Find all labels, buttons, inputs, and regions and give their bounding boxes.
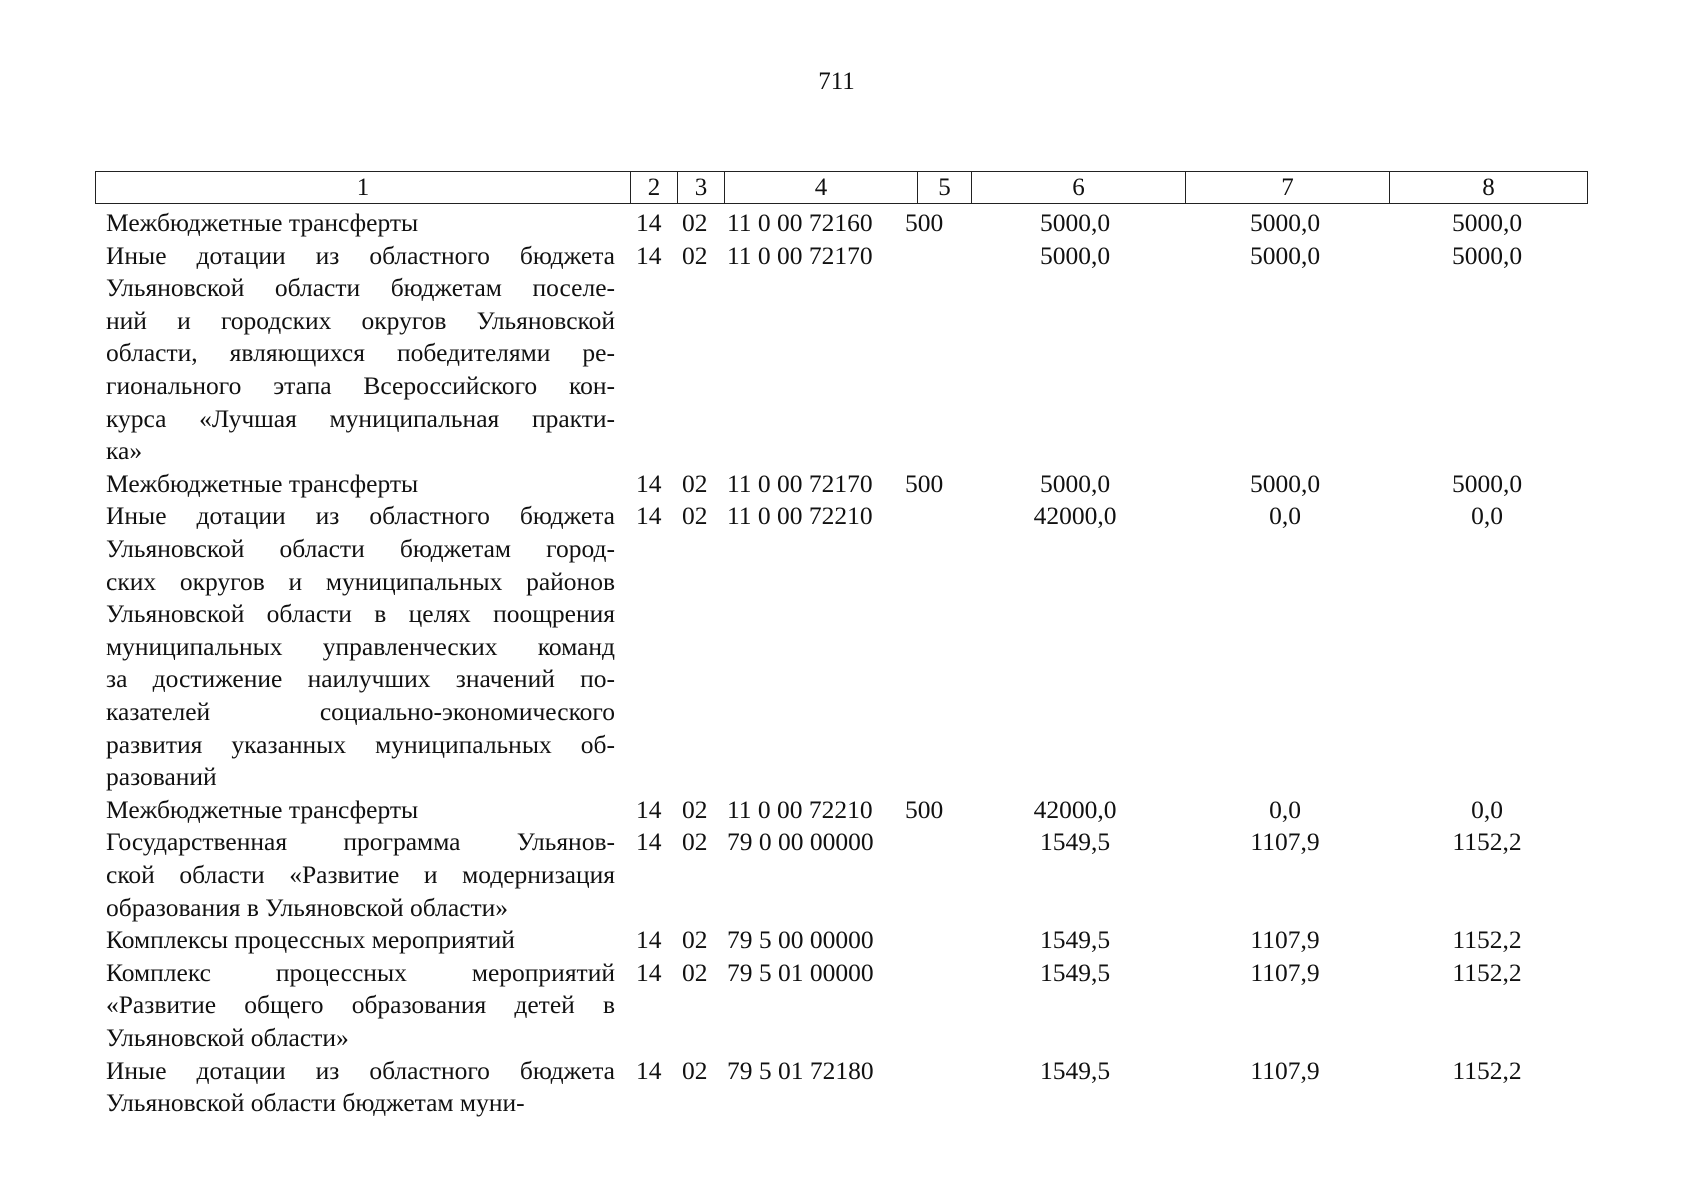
description-line: Ульяновской области бюджетам город- bbox=[106, 533, 615, 563]
target-article-code: 11 0 00 72170 bbox=[727, 468, 873, 498]
amount-col-6: 42000,0 bbox=[1033, 794, 1117, 824]
row-description bbox=[106, 924, 615, 957]
section-code: 14 bbox=[636, 240, 662, 270]
description-line: муниципальных управленческих команд bbox=[106, 631, 615, 661]
page-number: 711 bbox=[818, 68, 855, 95]
description-line: разований bbox=[106, 762, 217, 792]
description-line: Иные дотации из областного бюджета bbox=[106, 1055, 615, 1085]
amount-col-6: 5000,0 bbox=[1039, 208, 1111, 237]
amount-col-7: 5000,0 bbox=[1249, 208, 1321, 237]
description-line: Ульяновской области бюджетам поселе- bbox=[106, 273, 615, 303]
section-code: 14 bbox=[636, 468, 662, 498]
row-description bbox=[106, 468, 615, 501]
header-col-5: 5 bbox=[918, 172, 972, 204]
amount-col-8: 5000,0 bbox=[1451, 468, 1523, 498]
amount-col-8: 1152,2 bbox=[1452, 1055, 1522, 1085]
description-line: Комплекс процессных мероприятий bbox=[106, 957, 615, 987]
amount-col-6: 1549,5 bbox=[1039, 1055, 1111, 1085]
section-code: 14 bbox=[636, 827, 662, 857]
amount-col-8: 0,0 bbox=[1471, 501, 1503, 531]
header-col-4: 4 bbox=[725, 172, 918, 204]
description-line: Межбюджетные трансферты bbox=[106, 794, 419, 824]
header-col-8: 8 bbox=[1390, 172, 1588, 204]
subsection-code: 02 bbox=[682, 925, 708, 955]
section-code: 14 bbox=[636, 501, 662, 531]
description-line: ской области «Развитие и модернизация bbox=[106, 859, 615, 889]
amount-col-6: 5000,0 bbox=[1039, 240, 1111, 270]
description-line: ний и городских округов Ульяновской bbox=[106, 305, 615, 335]
target-article-code: 79 5 00 00000 bbox=[727, 925, 874, 955]
amount-col-8: 1152,2 bbox=[1452, 957, 1522, 987]
target-article-code: 11 0 00 72170 bbox=[727, 240, 873, 270]
header-col-7: 7 bbox=[1186, 172, 1390, 204]
description-line: развития указанных муниципальных об- bbox=[106, 729, 615, 759]
target-article-code: 79 0 00 00000 bbox=[727, 827, 874, 857]
amount-col-7: 5000,0 bbox=[1249, 468, 1321, 498]
subsection-code: 02 bbox=[682, 794, 708, 824]
target-article-code: 11 0 00 72210 bbox=[727, 794, 873, 824]
section-code: 14 bbox=[636, 794, 662, 824]
description-line: Межбюджетные трансферты bbox=[106, 208, 419, 237]
description-line: Ульяновской области в целях поощрения bbox=[106, 599, 615, 629]
row-description bbox=[106, 794, 615, 827]
row-description bbox=[106, 826, 615, 924]
subsection-code: 02 bbox=[682, 468, 708, 498]
description-line: Иные дотации из областного бюджета bbox=[106, 501, 615, 531]
description-line: «Развитие общего образования детей в bbox=[106, 990, 615, 1020]
description-line: Государственная программа Ульянов- bbox=[106, 827, 615, 857]
description-line: образования в Ульяновской области» bbox=[106, 892, 509, 922]
amount-col-6: 42000,0 bbox=[1033, 501, 1117, 531]
amount-col-8: 1152,2 bbox=[1452, 827, 1522, 857]
amount-col-8: 1152,2 bbox=[1452, 925, 1522, 955]
header-col-1: 1 bbox=[96, 172, 631, 204]
row-description bbox=[106, 957, 615, 1055]
amount-col-7: 1107,9 bbox=[1250, 957, 1320, 987]
description-line: казателей социально-экономического bbox=[106, 696, 615, 726]
amount-col-6: 1549,5 bbox=[1039, 827, 1111, 857]
subsection-code: 02 bbox=[682, 501, 708, 531]
column-number-header bbox=[95, 171, 1588, 204]
target-article-code: 79 5 01 72180 bbox=[727, 1055, 874, 1085]
section-code: 14 bbox=[636, 208, 662, 237]
amount-col-7: 1107,9 bbox=[1250, 827, 1320, 857]
header-col-6: 6 bbox=[972, 172, 1186, 204]
subsection-code: 02 bbox=[682, 957, 708, 987]
expense-type-code: 500 bbox=[905, 208, 944, 237]
description-line: Ульяновской области бюджетам муни- bbox=[106, 1088, 525, 1118]
subsection-code: 02 bbox=[682, 1055, 708, 1085]
row-description bbox=[106, 500, 615, 793]
description-line: ских округов и муниципальных районов bbox=[106, 566, 615, 596]
amount-col-6: 1549,5 bbox=[1039, 925, 1111, 955]
target-article-code: 11 0 00 72160 bbox=[727, 208, 873, 237]
subsection-code: 02 bbox=[682, 240, 708, 270]
amount-col-8: 5000,0 bbox=[1451, 240, 1523, 270]
expense-type-code: 500 bbox=[905, 794, 944, 824]
amount-col-7: 1107,9 bbox=[1250, 1055, 1320, 1085]
subsection-code: 02 bbox=[682, 208, 708, 237]
amount-col-6: 5000,0 bbox=[1039, 468, 1111, 498]
amount-col-7: 1107,9 bbox=[1250, 925, 1320, 955]
header-col-3: 3 bbox=[678, 172, 725, 204]
description-line: Иные дотации из областного бюджета bbox=[106, 240, 615, 270]
amount-col-7: 0,0 bbox=[1269, 794, 1301, 824]
row-description bbox=[106, 207, 615, 240]
target-article-code: 79 5 01 00000 bbox=[727, 957, 874, 987]
amount-col-7: 0,0 bbox=[1269, 501, 1301, 531]
header-col-2: 2 bbox=[631, 172, 678, 204]
row-description bbox=[106, 240, 615, 468]
description-line: гионального этапа Всероссийского кон- bbox=[106, 370, 615, 400]
target-article-code: 11 0 00 72210 bbox=[727, 501, 873, 531]
description-line: области, являющихся победителями ре- bbox=[106, 338, 615, 368]
section-code: 14 bbox=[636, 957, 662, 987]
amount-col-8: 0,0 bbox=[1471, 794, 1503, 824]
description-line: Комплексы процессных мероприятий bbox=[106, 925, 515, 955]
amount-col-6: 1549,5 bbox=[1039, 957, 1111, 987]
description-line: курса «Лучшая муниципальная практи- bbox=[106, 403, 615, 433]
subsection-code: 02 bbox=[682, 827, 708, 857]
expense-type-code: 500 bbox=[905, 468, 944, 498]
amount-col-8: 5000,0 bbox=[1451, 208, 1523, 237]
row-description bbox=[106, 1055, 615, 1120]
description-line: Межбюджетные трансферты bbox=[106, 468, 419, 498]
section-code: 14 bbox=[636, 1055, 662, 1085]
description-line: ка» bbox=[106, 436, 143, 466]
section-code: 14 bbox=[636, 925, 662, 955]
description-line: за достижение наилучших значений по- bbox=[106, 664, 615, 694]
amount-col-7: 5000,0 bbox=[1249, 240, 1321, 270]
description-line: Ульяновской области» bbox=[106, 1022, 349, 1052]
